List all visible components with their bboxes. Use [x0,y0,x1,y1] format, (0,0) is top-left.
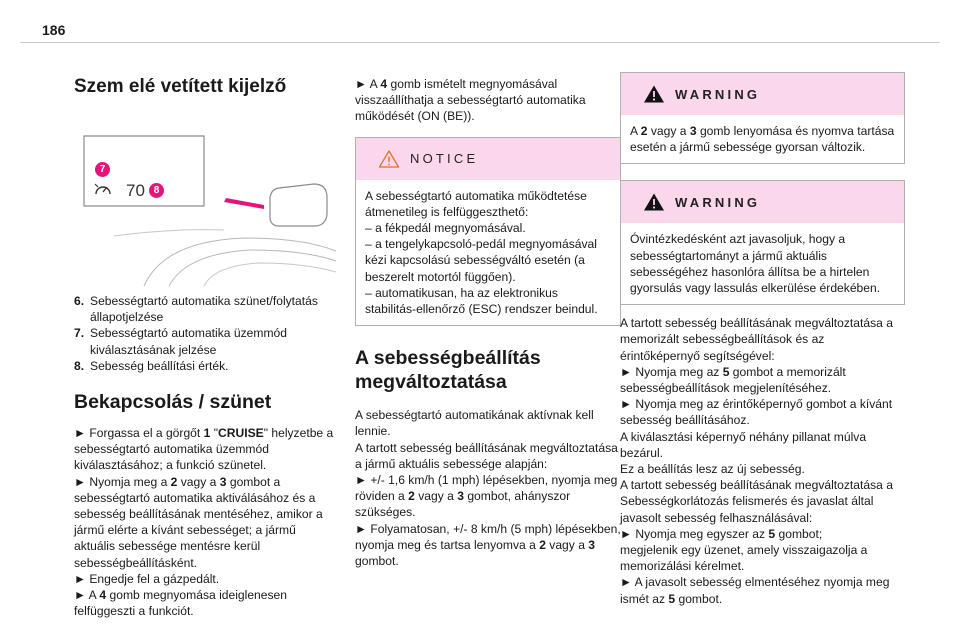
notice-box [355,137,621,327]
notice-body [356,180,620,326]
header-rule [20,42,940,43]
section-title-hud: Szem elé vetített kijelző [74,76,287,97]
warning-box-2 [620,180,905,305]
text-run: gomb ismételt megnyomásával visszaállíthatja a sebességtartó automatika működését (ON (BE)). [355,77,586,124]
button-ref: 5 [768,526,776,541]
text-run: " [210,426,219,441]
legend-item-number: 8. [74,358,85,373]
warning-triangle-icon [643,192,665,212]
legend-item-text: Sebességtartó automatika üzemmód kiválasztásának jelzése [90,326,287,357]
column-right [620,72,905,607]
button-ref: 2 [170,474,178,489]
memorized-speed-paragraph [620,315,905,607]
text-run: " helyzetbe a sebességtartó automatika üzemmód kiválasztásához; a funkció szünetel. [74,426,334,473]
text-run: A tartott sebesség beállításának megváltoztatása a memorizált sebességbeállítások és az érintőképernyő segítségével: ► Nyomja meg az [620,316,893,379]
text-run: ► A [355,77,381,91]
mode-ref: CRUISE [218,426,264,441]
legend-item-text: Sebesség beállítási érték. [90,358,229,373]
text-run: vagy a [545,537,589,552]
speed-change-step-long [355,521,621,570]
hud-speed-value: 70 [126,181,145,200]
warning-label: WARNING [675,194,761,210]
callout-marker-7: 7 [95,162,110,177]
button-ref: 4 [99,588,107,603]
text-run: A [630,124,641,138]
text-run: gombot; megjelenik egy üzenet, amely visszaigazolja a memorizálási kérelmet. ► A javasolt sebesség elmentéséhez nyomja meg ismét az [620,526,890,606]
button-ref: 2 [408,489,415,504]
legend-item-number: 6. [74,294,85,308]
hud-illustration [74,126,336,291]
text-run: gombot, ahányszor szükséges. [355,489,571,520]
legend-item [74,325,336,357]
text-run: vagy a [177,474,220,489]
legend-item [74,293,336,325]
notice-triangle-icon [378,149,400,169]
text-run: gombot. [675,591,723,606]
button-ref: 3 [588,537,596,552]
text-run: ► Forgassa el a görgőt [74,426,204,441]
warning-text: Óvintézkedésként azt javasoljuk, hogy a sebességtartományt a jármű aktuális sebességéhez hasonlóra állítsa be a hirtelen gyorsulás vagy lassulás elkerülése érdekében. [630,232,881,296]
text-run: ► +/- 1,6 km/h (1 mph) lépésekben, nyomja meg röviden a [355,473,618,504]
legend-item-text: Sebességtartó automatika szünet/folytatás állapotjelzése [90,294,318,325]
warning-triangle-icon [643,84,665,104]
column-left [74,76,336,619]
resume-paragraph [355,76,621,125]
warning-body [621,223,904,304]
button-ref: 2 [539,537,546,552]
speed-change-intro: A sebességtartó automatikának aktívnak kell lennie. A tartott sebesség beállításának megváltoztatása a jármű aktuális sebessége alapján: [355,408,618,471]
text-run: vagy a [647,124,690,138]
text-run: ► A [74,588,100,603]
warning-header [621,181,904,223]
button-ref: 5 [722,364,730,379]
warning-body [621,115,904,163]
activation-paragraph [74,425,336,619]
column-middle [355,76,621,569]
legend-list [74,293,336,374]
notice-text: A sebességtartó automatika működtetése átmenetileg is felfüggeszthető: – a fékpedál megnyomásával. – a tengelykapcsoló-pedál megnyomásával kézi kapcsolású sebességváltó esetén (a beszerelt motortól függően). – automatikusan, ha az elektronikus stabilitás-ellenőrző (ESC) rendszer beindul. [365,188,598,317]
button-ref: 1 [203,426,211,441]
section-title-activation: Bekapcsolás / szünet [74,391,272,414]
speed-change-step-short [355,472,621,521]
text-run: gomb megnyomása ideiglenesen felfüggeszti a funkciót. [74,588,288,619]
warning-label: WARNING [675,86,761,102]
callout-marker-8: 8 [149,183,164,198]
text-run: vagy a [414,489,458,504]
legend-item [74,358,336,374]
button-ref: 3 [689,124,697,138]
text-run: ► Folyamatosan, +/- 8 km/h (5 mph) lépésekben, nyomja meg és tartsa lenyomva a [355,521,621,552]
button-ref: 5 [668,591,676,606]
warning-box-1 [620,72,905,164]
text-run: ► Nyomja meg a [74,474,171,489]
warning-text [630,123,896,155]
text-run: gombot. [355,554,399,569]
button-ref: 2 [640,124,648,138]
page-number: 186 [42,22,66,38]
warning-header [621,73,904,115]
section-title-speed-change: A sebességbeállítás megváltoztatása [355,347,541,394]
legend-item-number: 7. [74,326,85,341]
text-run: ► Engedje fel a gázpedált. [74,571,220,586]
cruise-mode-icon [93,181,113,197]
button-ref: 4 [380,77,388,91]
button-ref: 3 [457,489,464,504]
text-run: gomb lenyomása és nyomva tartása esetén a jármű sebessége gyorsan változik. [630,124,895,155]
hud-drawing [74,126,336,291]
text-run: gombot a memorizált sebességbeállítások megjelenítéséhez. ► Nyomja meg az érintőképernyő gombot a kívánt sebesség beállításához. A kiválasztási képernyő néhány pillanat múlva bezárul. Ez a beállítás lesz az új sebesség. A tartott sebesség beállításának megváltoztatása a Sebességkorlátozás felismerés és javaslat által javasolt sebesség felhasználásával: ► Nyomja meg egyszer az [620,364,893,541]
text-run: gombot a sebességtartó automatika aktiválásához és a sebesség beállításának mentéséhez, amikor a jármű elérte a kívánt sebességet; a jármű aktuális sebessége mentésre kerül sebességbeállításként. [74,474,323,570]
button-ref: 3 [219,474,227,489]
notice-label: NOTICE [410,151,479,167]
notice-header [356,138,620,180]
